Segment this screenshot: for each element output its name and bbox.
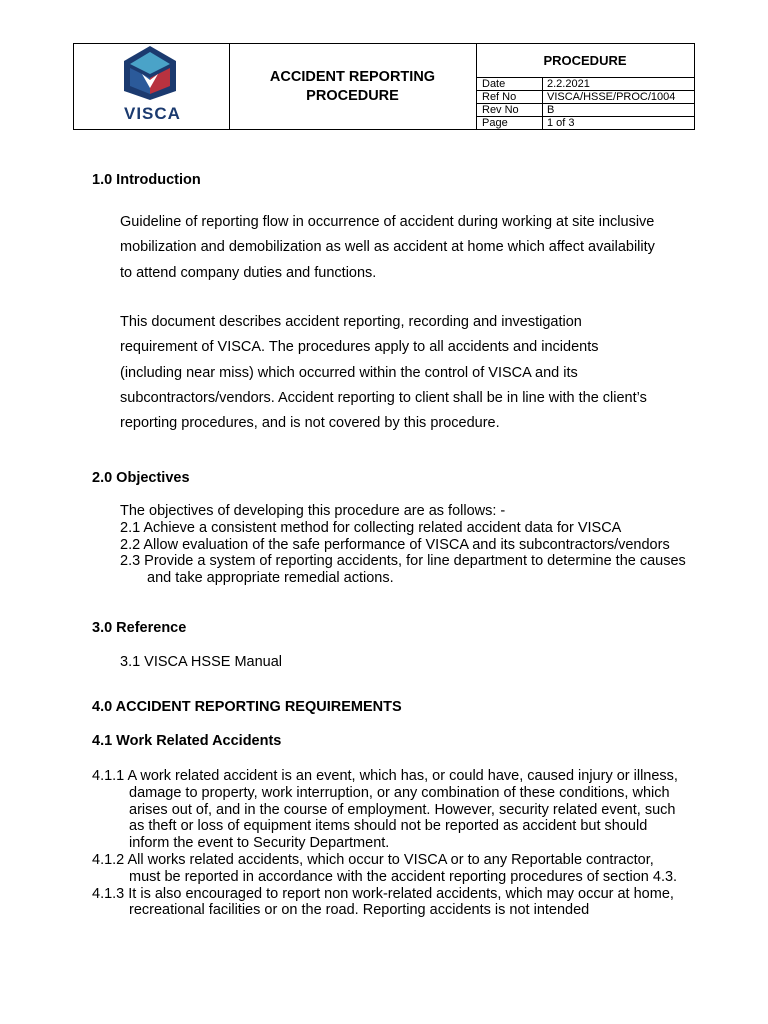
meta-value: VISCA/HSSE/PROC/1004 (542, 91, 675, 103)
objectives-heading: 2.0 Objectives (92, 470, 190, 486)
logo-text: VISCA (124, 104, 181, 123)
document-header (73, 43, 695, 130)
title-line-1: ACCIDENT REPORTING (269, 68, 436, 85)
document-title (229, 44, 477, 129)
intro-paragraph-2: This document describes accident reporting, recording and investigation requirement of VISCA. The procedures apply to all accidents and incidents (including near miss) which occurred within the control of VISCA and its subcontractors/vendors. Accident reporting to client shall be in line with the client’s reporting procedures, and is not covered by this procedure. (120, 314, 647, 432)
meta-value: B (542, 104, 554, 116)
meta-row-rev (476, 104, 694, 117)
reference-heading: 3.0 Reference (92, 620, 187, 636)
objective-item: 2.2 Allow evaluation of the safe performance of VISCA and its subcontractors/vendors (120, 536, 670, 553)
meta-value: 1 of 3 (542, 117, 575, 129)
logo-cell (74, 44, 230, 129)
objectives-list (120, 503, 690, 587)
meta-value: 2.2.2021 (542, 78, 590, 90)
objective-item: 2.1 Achieve a consistent method for collecting related accident data for VISCA (120, 519, 622, 536)
doc-type: PROCEDURE (476, 44, 694, 78)
requirements-list (92, 768, 682, 919)
requirement-item: 4.1.1 A work related accident is an event, which has, or could have, caused injury or illness, damage to property, work interruption, or any combination of these conditions, which arises out of, and in the course of employment. However, security related event, such as theft or loss of equipment items should not be reported as accident but should inform the event to Security Department. (92, 768, 678, 852)
objective-item: 2.3 Provide a system of reporting accidents, for line department to determine the causes and take appropriate remedial actions. (120, 553, 686, 587)
work-accidents-heading: 4.1 Work Related Accidents (92, 733, 282, 749)
intro-heading: 1.0 Introduction (92, 172, 201, 188)
meta-table (476, 44, 694, 129)
meta-row-date (476, 78, 694, 91)
meta-row-page (476, 117, 694, 129)
meta-key: Ref No (482, 91, 517, 103)
meta-key: Page (482, 117, 508, 129)
reference-item: 3.1 VISCA HSSE Manual (120, 654, 282, 670)
visca-logo-icon (120, 44, 190, 104)
meta-row-ref (476, 91, 694, 104)
title-line-2: PROCEDURE (306, 87, 399, 104)
intro-paragraph-1: Guideline of reporting flow in occurrence of accident during working at site inclusive mobilization and demobilization as well as accident at home which affect availability to attend company duties and functions. (120, 214, 655, 281)
requirement-item: 4.1.2 All works related accidents, which occur to VISCA or to any Reportable contractor, must be reported in accordance with the accident reporting procedures of section 4.3. (92, 851, 678, 885)
meta-key: Date (482, 78, 506, 90)
requirements-heading: 4.0 ACCIDENT REPORTING REQUIREMENTS (92, 699, 402, 715)
meta-key: Rev No (482, 104, 519, 116)
requirement-item: 4.1.3 It is also encouraged to report non work-related accidents, which may occur at home, recreational facilities or on the road. Reporting accidents is not intended (92, 885, 674, 919)
objectives-lead: The objectives of developing this procedure are as follows: - (120, 503, 506, 519)
